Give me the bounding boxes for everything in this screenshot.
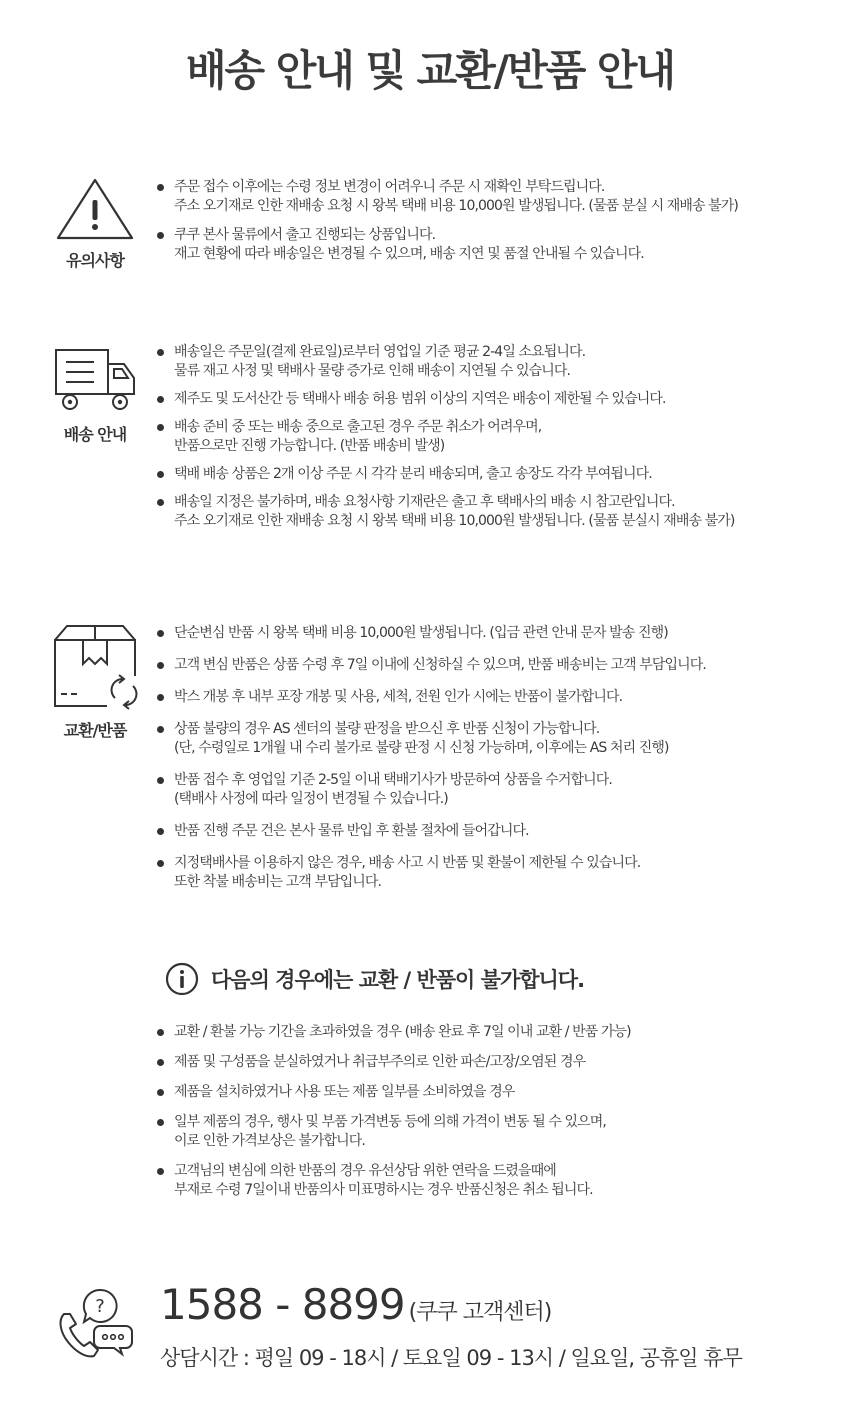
list-item <box>157 1083 857 1102</box>
returns-list <box>157 624 857 905</box>
list-item <box>157 688 857 707</box>
list-item-line: 반품으로만 진행 가능합니다. (반품 배송비 발생) <box>174 438 445 454</box>
box-return-icon <box>49 622 141 712</box>
caution-list <box>157 178 857 274</box>
list-item-line: 일부 제품의 경우, 행사 및 부품 가격변동 등에 의해 가격이 변동 될 수 있으며, <box>174 1114 606 1130</box>
list-item <box>157 226 857 264</box>
notice-list <box>157 1023 857 1211</box>
warning-triangle-icon <box>54 176 136 242</box>
list-item <box>157 1053 857 1072</box>
list-item <box>157 656 857 675</box>
list-item-line: 주문 접수 이후에는 수령 정보 변경이 어려우니 주문 시 재확인 부탁드립니다. <box>174 179 605 195</box>
list-item-line: 단순변심 반품 시 왕복 택배 비용 10,000원 발생됩니다. (입금 관련 안내 문자 발송 진행) <box>174 625 668 641</box>
list-item-line: 반품 접수 후 영업일 기준 2-5일 이내 택배기사가 방문하여 상품을 수거합니다. <box>174 772 612 788</box>
truck-icon <box>50 344 140 416</box>
list-item <box>157 343 857 381</box>
list-item <box>157 1162 857 1200</box>
list-item-line: (단, 수령일로 1개월 내 수리 불가로 불량 판정 시 신청 가능하며, 이후에는 AS 처리 진행) <box>174 740 669 756</box>
list-item <box>157 1023 857 1042</box>
contact-block <box>50 1280 850 1390</box>
page-title: 배송 안내 및 교환/반품 안내 <box>185 46 675 95</box>
list-item <box>157 178 857 216</box>
list-item <box>157 771 857 809</box>
phone-question-icon <box>50 1284 136 1370</box>
list-item-line: 쿠쿠 본사 물류에서 출고 진행되는 상품입니다. <box>174 227 436 243</box>
phone-number-text: 1588 - 8899 <box>160 1280 405 1329</box>
caution-label: 유의사항 <box>66 251 124 270</box>
notice-heading-text: 다음의 경우에는 교환 / 반품이 불가합니다. <box>211 968 585 992</box>
returns-icon-col <box>40 622 150 741</box>
list-item-line: (택배사 사정에 따라 일정이 변경될 수 있습니다.) <box>174 791 448 807</box>
list-item-line: 제품을 설치하였거나 사용 또는 제품 일부를 소비하였을 경우 <box>174 1084 515 1100</box>
list-item <box>157 493 857 531</box>
list-item <box>157 1113 857 1151</box>
list-item-line: 재고 현황에 따라 배송일은 변경될 수 있으며, 배송 지연 및 품절 안내될 수 있습니다. <box>174 246 644 262</box>
list-item-line: 물류 재고 사정 및 택배사 물량 증가로 인해 배송이 지연될 수 있습니다. <box>174 363 571 379</box>
list-item-line: 제주도 및 도서산간 등 택배사 배송 허용 범위 이상의 지역은 배송이 제한될 수 있습니다. <box>174 391 666 407</box>
notice-heading <box>165 959 584 999</box>
list-item <box>157 624 857 643</box>
list-item-line: 주소 오기재로 인한 재배송 요청 시 왕복 택배 비용 10,000원 발생됩니다. (물품 분실시 재배송 불가) <box>174 513 735 529</box>
list-item-line: 배송일은 주문일(결제 완료일)로부터 영업일 기준 평균 2-4일 소요됩니다. <box>174 344 586 360</box>
list-item <box>157 854 857 892</box>
returns-label: 교환/반품 <box>63 721 127 740</box>
delivery-icon-col <box>40 344 150 445</box>
list-item-line: 지정택배사를 이용하지 않은 경우, 배송 사고 시 반품 및 환불이 제한될 수 있습니다. <box>174 855 641 871</box>
list-item <box>157 418 857 456</box>
list-item-line: 교환 / 환불 가능 기간을 초과하였을 경우 (배송 완료 후 7일 이내 교환 / 반품 가능) <box>174 1024 631 1040</box>
phone-number[interactable] <box>160 1280 551 1329</box>
list-item-line: 배송일 지정은 불가하며, 배송 요청사항 기재란은 출고 후 택배사의 배송 시 참고란입니다. <box>174 494 675 510</box>
list-item-line: 상품 불량의 경우 AS 센터의 불량 판정을 받으신 후 반품 신청이 가능합니다. <box>174 721 600 737</box>
list-item <box>157 390 857 409</box>
center-name: (쿠쿠 고객센터) <box>408 1300 552 1325</box>
list-item-line: 주소 오기재로 인한 재배송 요청 시 왕복 택배 비용 10,000원 발생됩니다. (물품 분실 시 재배송 불가) <box>174 198 738 214</box>
list-item <box>157 720 857 758</box>
list-item-line: 고객 변심 반품은 상품 수령 후 7일 이내에 신청하실 수 있으며, 반품 배송비는 고객 부담입니다. <box>174 657 706 673</box>
list-item-line: 배송 준비 중 또는 배송 중으로 출고된 경우 주문 취소가 어려우며, <box>174 419 542 435</box>
list-item-line: 고객님의 변심에 의한 반품의 경우 유선상담 위한 연락을 드렸을때에 <box>174 1163 556 1179</box>
delivery-list <box>157 343 857 540</box>
list-item-line: 박스 개봉 후 내부 포장 개봉 및 사용, 세척, 전원 인가 시에는 반품이 불가합니다. <box>174 689 623 705</box>
info-circle-icon <box>165 962 199 996</box>
list-item <box>157 465 857 484</box>
caution-icon-col <box>40 176 150 271</box>
delivery-label: 배송 안내 <box>63 425 127 444</box>
list-item-line: 반품 진행 주문 건은 본사 물류 반입 후 환불 절차에 들어갑니다. <box>174 823 529 839</box>
list-item-line: 이로 인한 가격보상은 불가합니다. <box>174 1133 365 1149</box>
list-item-line: 제품 및 구성품을 분실하였거나 취급부주의로 인한 파손/고장/오염된 경우 <box>174 1054 586 1070</box>
list-item-line: 부재로 수령 7일이내 반품의사 미표명하시는 경우 반품신청은 취소 됩니다. <box>174 1182 593 1198</box>
list-item-line: 또한 착불 배송비는 고객 부담입니다. <box>174 874 382 890</box>
svg-text:?: ? <box>95 1296 105 1317</box>
service-hours: 상담시간 : 평일 09 - 18시 / 토요일 09 - 13시 / 일요일, 공휴일 휴무 <box>160 1346 742 1370</box>
list-item <box>157 822 857 841</box>
list-item-line: 택배 배송 상품은 2개 이상 주문 시 각각 분리 배송되며, 출고 송장도 각각 부여됩니다. <box>174 466 652 482</box>
